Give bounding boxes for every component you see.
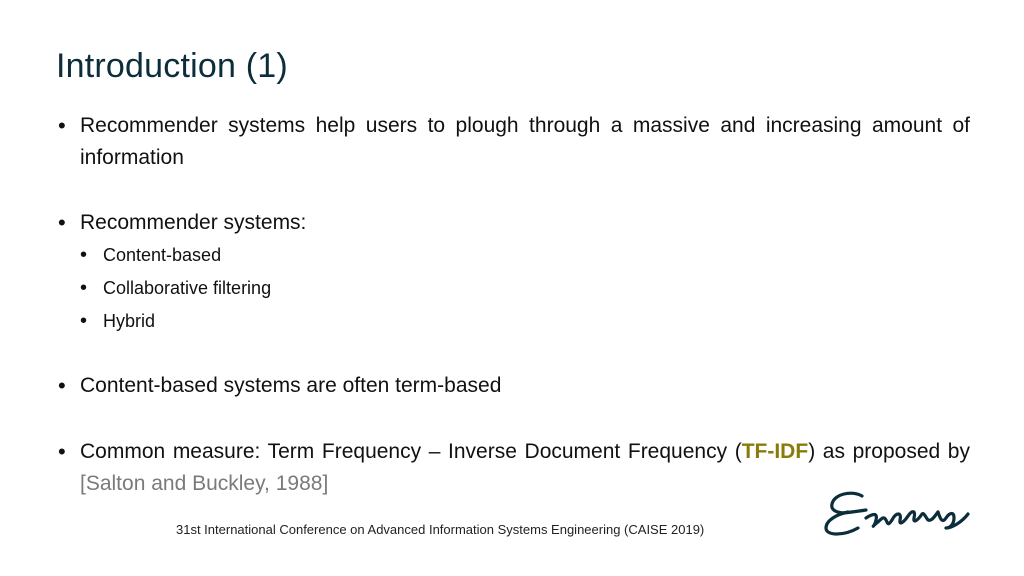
sub-bullet-text: Content-based	[103, 245, 222, 265]
erasmus-signature-logo	[822, 484, 972, 540]
sub-bullet-item	[56, 305, 970, 338]
bullet-icon: •	[58, 439, 66, 464]
bullet-item	[56, 370, 970, 402]
sub-bullet-text: Collaborative filtering	[103, 278, 272, 298]
bullet-item	[56, 110, 970, 174]
sub-bullet-item	[56, 239, 970, 272]
bullet-text-suffix: ) as proposed by	[808, 440, 970, 463]
tfidf-highlight: TF-IDF	[741, 440, 809, 463]
bullet-text: Recommender systems help users to plough through a massive and increasing amount of information	[80, 114, 970, 169]
bullet-icon: •	[80, 310, 88, 332]
citation-link: [Salton and Buckley, 1988]	[80, 472, 329, 495]
sub-bullet-item	[56, 272, 970, 305]
bullet-icon: •	[58, 210, 66, 235]
conference-footer: 31st International Conference on Advanced Information Systems Engineering (CAISE 2019)	[176, 522, 705, 537]
bullet-text: Content-based systems are often term-based	[80, 374, 502, 397]
bullet-text: Recommender systems:	[80, 211, 307, 234]
bullet-item	[56, 207, 970, 239]
slide-title: Introduction (1)	[56, 47, 288, 85]
bullet-icon: •	[58, 113, 66, 138]
sub-bullet-text: Hybrid	[103, 311, 156, 331]
slide-content	[56, 110, 970, 500]
bullet-text-prefix: Common measure: Term Frequency – Inverse Document Frequency (	[80, 440, 742, 463]
bullet-icon: •	[80, 244, 88, 266]
bullet-icon: •	[58, 373, 66, 398]
bullet-icon: •	[80, 277, 88, 299]
sub-bullet-list	[56, 239, 970, 338]
